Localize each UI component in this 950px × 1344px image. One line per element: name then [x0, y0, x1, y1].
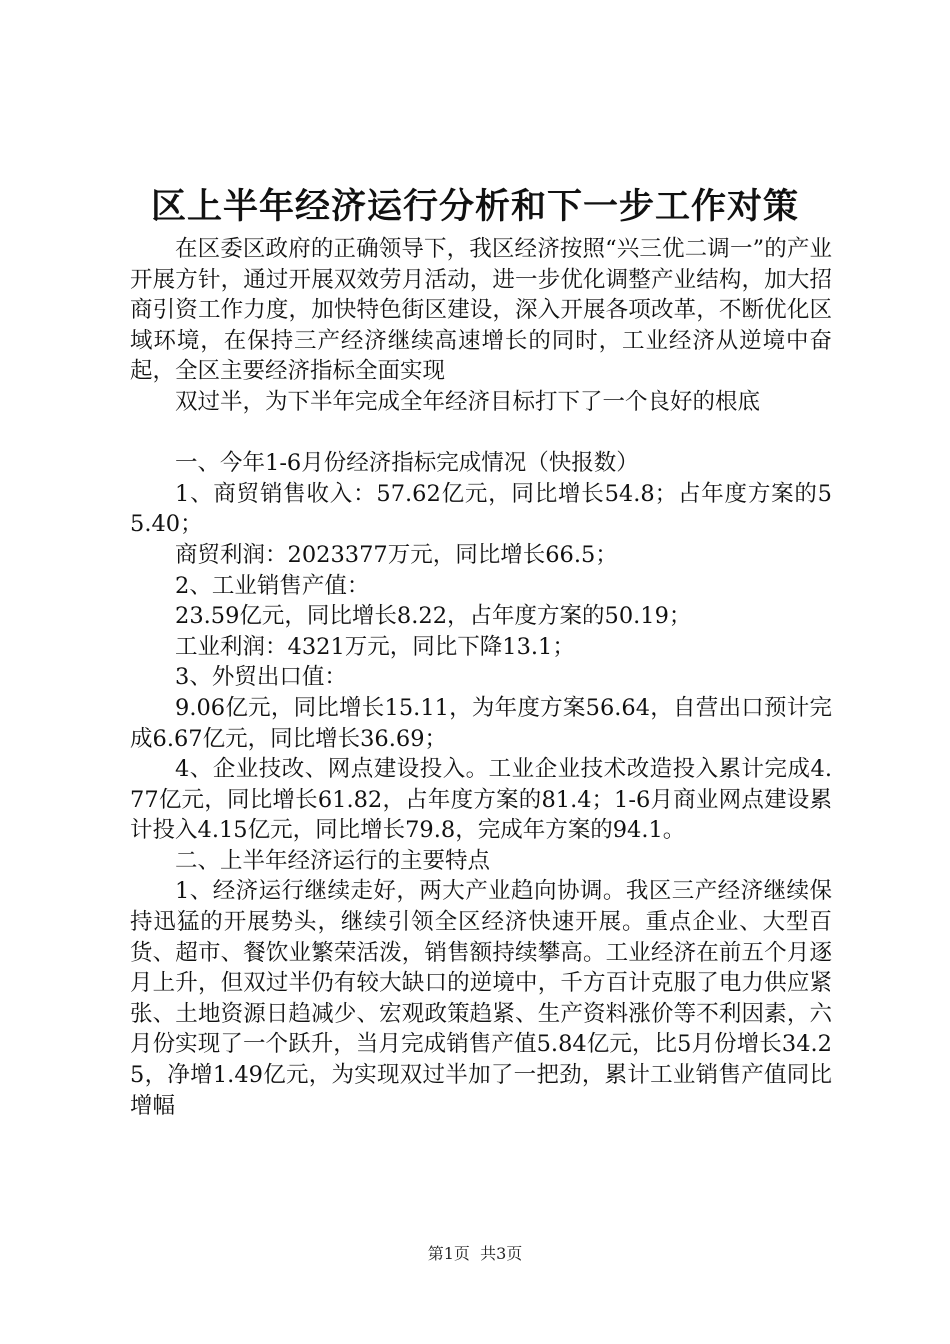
paragraph-economy-trend: 1、经济运行继续走好，两大产业趋向协调。我区三产经济继续保持迅猛的开展势头，继续引领全区经济快速开展。重点企业、大型百货、超市、餐饮业繁荣活泼，销售额持续攀高。工业经济在前五个月逐月上升，但双过半仍有较大缺口的逆境中，千方百计克服了电力供应紧张、土地资源日趋减少、宏观政策趋紧、生产资料涨价等不利因素，六月份实现了一个跃升，当月完成销售产值5.84亿元，比5月份增长34.25，净增1.49亿元，为实现双过半加了一把劲，累计工业销售产值同比增幅	[130, 878, 832, 1119]
paragraph-industry-heading: 2、工业销售产值：	[175, 572, 370, 599]
paragraph-export-value: 9.06亿元，同比增长15.11，为年度方案56.64，自营出口预计完成6.67亿元，同比增长36.69；	[130, 694, 832, 752]
paragraph-industry-output: 23.59亿元，同比增长8.22，占年度方案的50.19；	[175, 603, 692, 630]
document-body	[130, 234, 832, 1121]
page-total: 共3页	[480, 1244, 523, 1263]
paragraph-investment: 4、企业技改、网点建设投入。工业企业技术改造投入累计完成4.77亿元，同比增长61.82，占年度方案的81.4；1-6月商业网点建设累计投入4.15亿元，同比增长79.8，完成年方案的94.1。	[130, 756, 832, 844]
paragraph-commerce-revenue: 1、商贸销售收入：57.62亿元，同比增长54.8；占年度方案的55.40；	[130, 480, 832, 538]
section-heading-2: 二、上半年经济运行的主要特点	[175, 847, 491, 874]
paragraph-intro-continued: 双过半，为下半年完成全年经济目标打下了一个良好的根底	[175, 388, 761, 415]
page-number: 第1页	[427, 1244, 470, 1263]
paragraph-commerce-profit: 商贸利润：2023377万元，同比增长66.5；	[175, 541, 618, 568]
section-heading-1: 一、今年1-6月份经济指标完成情况（快报数）	[175, 450, 639, 477]
page-title: 区上半年经济运行分析和下一步工作对策	[150, 186, 799, 227]
page-footer	[0, 1243, 950, 1265]
paragraph-industry-profit: 工业利润：4321万元，同比下降13.1；	[175, 633, 575, 660]
paragraph-export-heading: 3、外贸出口值：	[175, 664, 347, 691]
paragraph-intro: 在区委区政府的正确领导下，我区经济按照“兴三优二调一”的产业开展方针，通过开展双效劳月活动，进一步优化调整产业结构，加大招商引资工作力度，加快特色街区建设，深入开展各项改革，不断优化区域环境，在保持三产经济继续高速增长的同时，工业经济从逆境中奋起，全区主要经济指标全面实现	[130, 236, 832, 385]
blank-line	[130, 418, 832, 449]
